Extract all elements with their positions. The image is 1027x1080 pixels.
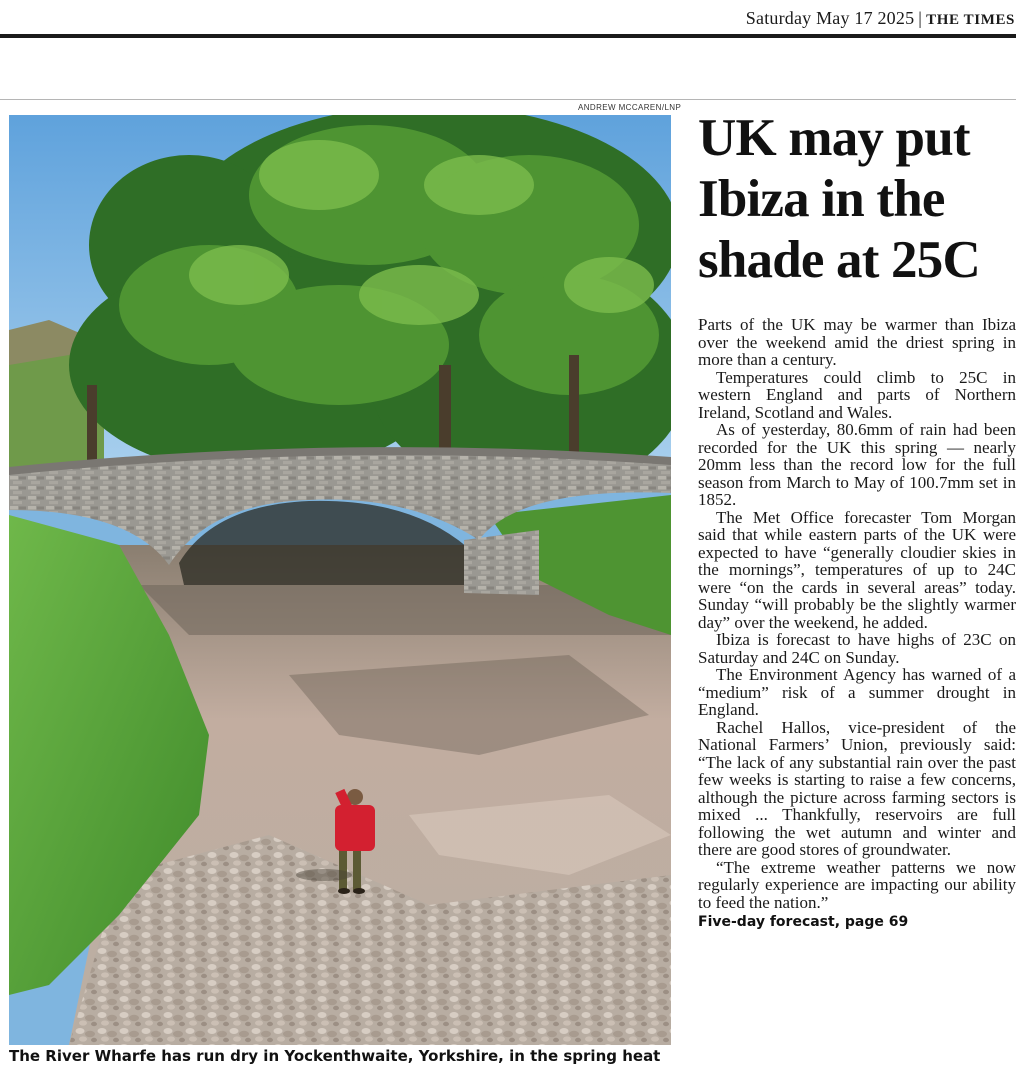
article-paragraph: Temperatures could climb to 25C in western England and parts of Northern Ireland, Scotland and Wales.: [698, 367, 1016, 422]
article-paragraph: Parts of the UK may be warmer than Ibiza over the weekend amid the driest spring in more than a century.: [698, 315, 1016, 369]
section-rule: [0, 99, 1016, 100]
header-separator: |: [918, 8, 923, 28]
article-paragraph: Rachel Hallos, vice-president of the National Farmers’ Union, previously said: “The lack of any substantial rain over the past few weeks is starting to raise a few concerns, although the picture across farming sectors is mixed ... Thankfully, reservoirs are full following the wet autumn and winter and there are good stores of groundwater.: [698, 717, 1016, 859]
news-photo: [9, 115, 671, 1045]
page-header: [746, 8, 1015, 29]
issue-date: Saturday May 17 2025: [745, 8, 915, 28]
article-paragraph: The Environment Agency has warned of a “medium” risk of a summer drought in England.: [698, 665, 1016, 719]
article-paragraph: “The extreme weather patterns we now regularly experience are impacting our ability to feed the nation.”: [698, 857, 1016, 912]
publication-name: THE TIMES: [926, 12, 1015, 28]
article-paragraph: As of yesterday, 80.6mm of rain had been recorded for the UK this spring — nearly 20mm less than the record low for the full season from March to May of 100.7mm set in 1852.: [698, 420, 1016, 509]
headline: UK may put Ibiza in the shade at 25C: [698, 109, 980, 289]
article-paragraph: Ibiza is forecast to have highs of 23C on Saturday and 24C on Sunday.: [698, 630, 1016, 667]
forecast-reference: Five-day forecast, page 69: [698, 914, 909, 930]
article-paragraph: The Met Office forecaster Tom Morgan said that while eastern parts of the UK were expected to have “generally cloudier skies in the mornings”, temperatures of up to 24C were “on the cards in several areas” today. Sunday “will probably be the slightly warmer day” over the weekend, he added.: [698, 507, 1016, 632]
header-rule: [0, 34, 1016, 38]
article-body: [698, 316, 1016, 931]
photo-credit: ANDREW MCCAREN/LNP: [578, 103, 682, 112]
photo-caption: The River Wharfe has run dry in Yockenthwaite, Yorkshire, in the spring heat: [9, 1047, 661, 1065]
